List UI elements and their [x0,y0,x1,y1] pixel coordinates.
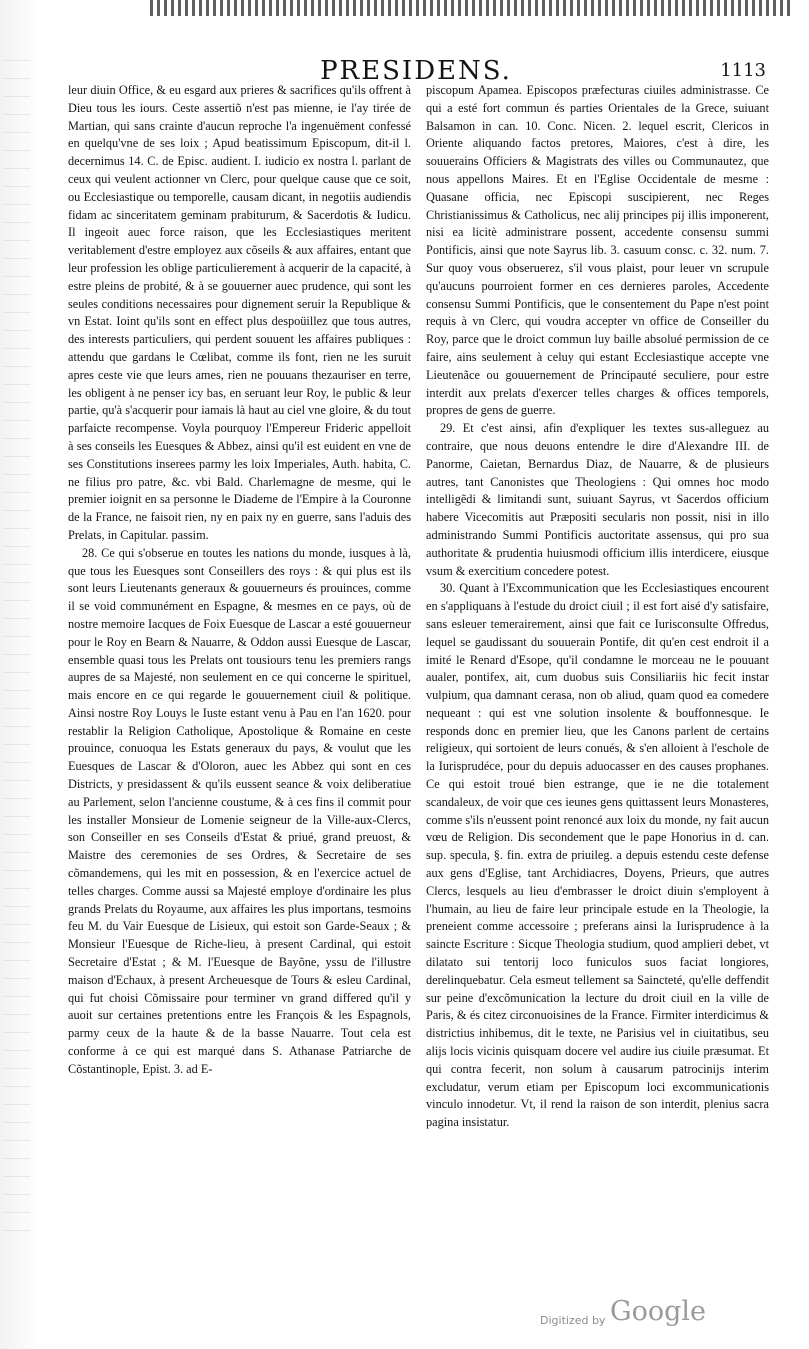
paragraph: 30. Quant à l'Excommunication que les Ecclesiastiques encourent en s'appliquans à l'estude du droict ciuil ; il est fort aisé d'y satisfaire, sans esleuer temerairement, ainsi que fait ce Iurisconsulte Offredus, lequel se gaudissant du souuerain Pontife, dit qu'en cest endroit il a imité le Renard d'Esope, qu'il condamne le morceau ne le pouuant aualer, pontifex, ait, cum duobus suis Consiliariis hic fecit instar vulpium, qua damnant cerasa, non ob aliud, quam quod ea comedere nequeant : qui est vne solution insolente & bouffonnesque. Ie responds donc en premier lieu, que les Canons parlent de certains religieux, qui sortoient de leurs conués, & s'en alloient à l'eschole de la Iurisprudéce, pour du depuis aduocasser en des causes prophanes. Ce qui estoit troué bien estrange, que ie ne die totalement scandaleux, de voir que ces ieunes gens quittassent leurs Monasteres, comme s'ils n'eussent point renoncé aux loix du monde, ny fait aucun vœu de Religion. Dis secondement que le pape Honorius in d. can. sup. specula, §. fin. extra de priuileg. a depuis estendu ceste defense aux gens d'Eglise, tant Archidiacres, Doyens, Prieurs, que autres Clercs, lesquels au lieu d'embrasser le droict diuin s'employent à l'humain, au lieu de faire leur principale estude en la Theologie, la preneient comme accessoire ; preferans ainsi la Iurisprudence à la saincte Escriture : Sicque Theologia studium, quod amplieri debet, vt dilatato sui tentorij loco funiculos suos faciat longiores, derelinquebatur. Cela esmeut tellement sa Saincteté, qu'elle deffendit sur peine d'excõmunication la lecture du droit ciuil en la ville de Paris, & és citez circonuoisines de la France. Firmiter interdicimus & districtius inhibemus, dit le texte, ne Parisius vel in ciuitatibus, seu alijs locis vicinis quisquam docere vel audire ius ciuile præsumat. Et qui contra fecerit, non solum à causarum patrocinijs interim excludatur, verum etiam per Episcopum loci excommunicationis vinculo innodetur. Vt, il rend la raison de son interdit, plenius sacra pagina insistatur. [426,581,769,1130]
binding-edge-marks [4,60,30,1240]
google-logo: Google [610,1296,706,1327]
paragraph: 29. Et c'est ainsi, afin d'expliquer les textes sus-alleguez au contraire, que nous deuons entendre le dire d'Alexandre III. de Panorme, Caietan, Bernardus Diaz, de Nauarre, & de plusieurs autres, tant Canonistes que Theologiens : Qui omnes hoc modo intelligẽdi & limitandi sunt, suiuant Sayrus, vt Sacerdos officium habere Vicecomitis aut Præpositi secularis non possit, nisi in illo administrando Summi Pontificis auctoritate assensus, qui pro sua authoritate & prudentia huiusmodi officium illis interdicere, eiusque vsum & exercitium concedere potest. [426,421,769,578]
running-title: PRESIDENS. [320,56,512,86]
right-text-column [426,82,769,1132]
paragraph: 28. Ce qui s'obserue en toutes les nations du monde, iusques à là, que tous les Euesques sont Conseillers des roys : & qui plus est ils sont leurs Lieutenants generaux & gouuerneurs és prouinces, comme il se void communément en Espagne, & mesmes en ce pays, où de nostre memoire Iacques de Foix Euesque de Lascar a esté gouuerneur pour le Roy en Bearn & Nauarre, & Oddon aussi Euesque de Lascar, ensemble quasi tous les Prelats ont tousiours tenu les premiers rangs aupres de sa Majesté, non seulement en ce qui concerne le spirituel, mais encore en ce qui regarde le gouuernement ciuil & politique. Ainsi nostre Roy Louys le Iuste estant venu à Pau en l'an 1620. pour restablir la Religion Catholique, Apostolique & Romaine en ceste prouince, conuoqua les Estats generaux du pays, & voulut que les Euesques de Lascar & d'Oloron, auec les Abbez qui sont en ces Districts, y presidassent & qu'ils eussent seance & voix deliberatiue au Parlement, selon l'ancienne coustume, & à ces fins il commit pour les installer Monsieur de Lomenie seigneur de la Ville-aux-Clercs, son Conseiller en ses Conseils d'Estat & priué, grand preuost, & Maistre des ceremonies de ses Ordres, & Secretaire de ses cõmandemens, qui les mit en possession, & en l'exercice actuel de telles charges. Comme aussi sa Majesté employe d'ordinaire les plus grands Prelats du Royaume, aux affaires les plus importans, tesmoins feu M. du Vair Euesque de Lisieux, qui estoit son Garde-Seaux ; & Monsieur l'Euesque de Riche-lieu, à present Cardinal, qui estoit Secretaire d'Estat ; & M. l'Euesque de Bayõne, yssu de l'illustre maison d'Echaux, à present Archeuesque de Tours & esleu Cardinal, qui fut choisi Cõmissaire pour terminer vn grand differed qu'il y auoit sur certaines pretentions entre les François & les Espagnols, parmy ceux de la haute & de la basse Nauarre. Tout cela est conforme à ce qui est marqué dans S. Athanase Patriarche de Cõstantinople, Epist. 3. ad E- [68,545,411,1076]
digitized-by-label: Digitized by [540,1314,606,1327]
left-text-column [68,82,411,1079]
top-edge-ornament [150,0,790,16]
paragraph: leur diuin Office, & eu esgard aux prieres & sacrifices qu'ils offrent à Dieu tous les iours. Ceste assertiõ n'est pas mienne, ie l'ay tirée de Martian, qui sans crainte d'aucun reproche l'a ingenuëment confessé en quelqu'vne de ses loix ; Apud beatissimum Episcopum, dit-il l. decernimus 14. C. de Episc. audient. I. iudicio ex nostra l. parlant de ceux qui veulent actionner vn Clerc, pour quelque cause que ce soit, ou Ecclesiastique ou temporelle, causam dicant, in negotiis audiendis fidam ac sinceritatem geminam prabiturum, & Sacerdotis & Iudicu. Il ingeoit auec force raison, que les Ecclesiastiques meritent veritablement d'estre employez aux cõseils & aux affaires, entant que leur profession les oblige particulierement à acquerir de la capacité, à estre pleins de probité, & à se gouuerner auec prudence, qui sont les seules conditions necessaires pour dignement seruir la Republique & vn Estat. Ioint qu'ils sont en effect plus despoüillez que tous autres, des interests particuliers, qui perdent souuent les affaires publiques : attendu que gardans le Cœlibat, comme ils font, rien ne les suruit apres ceste vie que leurs ames, rien ne pouuans thezauriser en terre, les obligent à ne penser icy bas, en seruant leur Roy, le public & leur partie, qu'à s'acquerir pour iamais là haut au ciel vne gloire, & du tout parfaicte recompense. Voyla pourquoy l'Empereur Frideric appelloit à ses conseils les Euesques & Abbez, ainsi qu'il est euident en vne de ses Constitutions inserees parmy les loix Imperiales, Auth. habita, C. ne filius pro patre, &c. vbi Bald. Charlemagne de mesme, qui le premier ioignit en sa personne le Diademe de l'Empire à la Couronne de la France, ne faisoit rien, ny en paix ny en guerre, sans l'aduis des Prelats, in Capitular. passim. [68,83,411,542]
paragraph: piscopum Apamea. Episcopos præfecturas ciuiles administrasse. Ce qui a esté fort commun és parties Orientales de la Grece, suiuant Balsamon in can. 10. Conc. Nicen. 2. lequel escrit, Clericos in Oriente aliquando factos pretores, Maiores, c'est à dire, les souuerains Officiers & Magistrats des villes ou Communautez, que nous appellons Maires. Et en l'Eglise Occidentale de mesme : Quasane officia, nec Episcopi suscipierent, nec Reges Christianissimus & Catholicus, nec alij principes pij illis imponerent, nisi ea licitè administrare possent, accedente consensu summi Pontificis, ainsi que note Sayrus lib. 3. casuum consc. c. 32. num. 7. Sur quoy vous obseruerez, s'il vous plaist, pour leuer vn scrupule qu'aucuns pourroient former en ces dernieres paroles, Accedente consensu Summi Pontificis, que le consentement du Pape n'est point requis à vn Clerc, qui voudra accepter vn office de Conseiller du Roy, parce que le droict commun luy baille absolué permission de ce faire, ains seulement à celuy qui estant Ecclesiastique accepte vne Lieutenãce ou gouuernement de Principauté seculiere, pour estre interdit aux prelats d'exercer telles charges & offices temporels, propres de gens de guerre. [426,83,769,418]
digitized-by-watermark [540,1296,780,1334]
page-number: 1113 [720,60,766,81]
